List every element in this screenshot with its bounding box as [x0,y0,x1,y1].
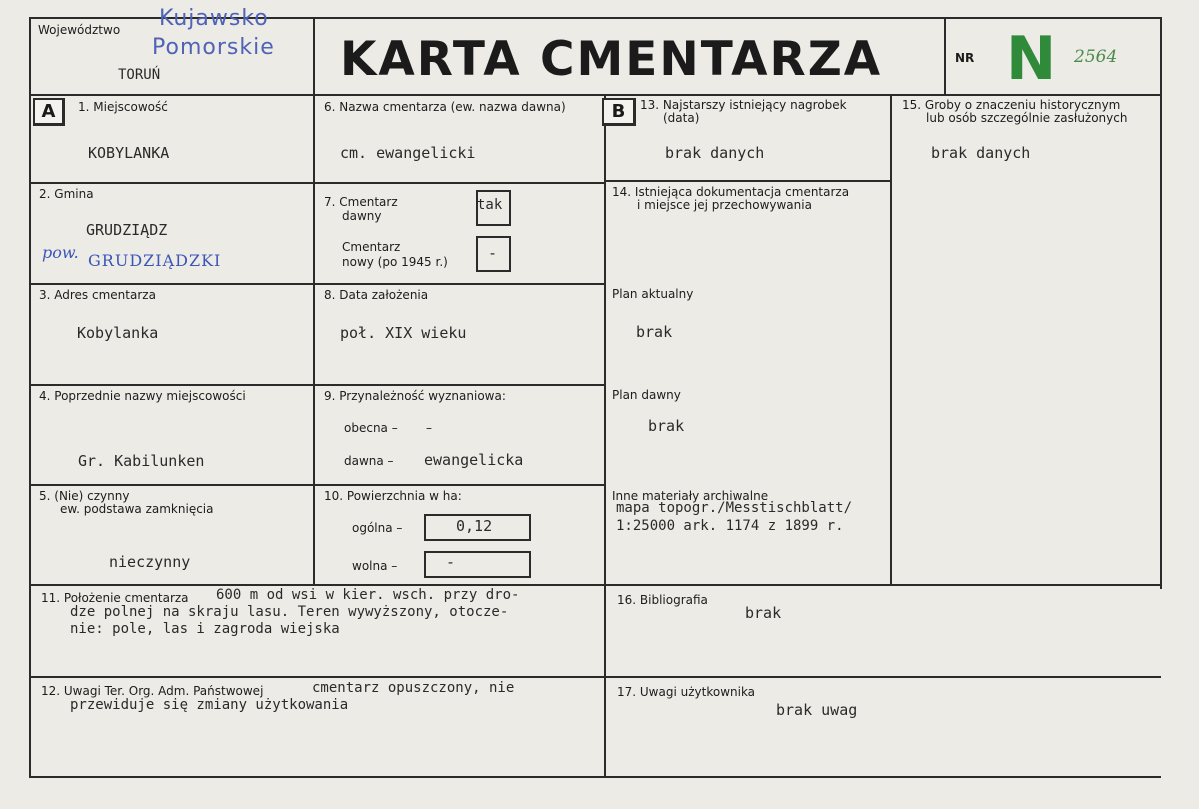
f3-label: 3. Adres cmentarza [39,288,156,302]
f10-ogolna-label: ogólna – [352,521,403,535]
f10-wolna-label: wolna – [352,559,398,573]
nr-letter: N [1006,24,1057,94]
row-line-3 [29,384,606,386]
f11-value-3: nie: pole, las i zagroda wiejska [70,621,340,637]
frame-right [1160,17,1162,589]
nr-number: 2564 [1074,47,1118,67]
f13-label-1: 13. Najstarszy istniejący nagrobek [640,98,847,112]
plan-dawny-label: Plan dawny [612,388,681,402]
f16-label: 16. Bibliografia [617,593,708,607]
row-line-2 [29,283,606,285]
f11-label: 11. Położenie cmentarza [41,591,189,605]
f13-label-2: (data) [663,111,700,125]
f15-label-1: 15. Groby o znaczeniu historycznym [902,98,1121,112]
f2-pow-value: GRUDZIĄDZKI [88,251,222,270]
f14-label-1: 14. Istniejąca dokumentacja cmentarza [612,185,850,199]
f14-label-2: i miejsce jej przechowywania [637,198,812,212]
f7-label: 7. Cmentarz [324,195,398,209]
row-line-6 [29,676,1161,678]
row-line-4 [29,484,606,486]
f17-label: 17. Uwagi użytkownika [617,685,756,699]
f1-label: 1. Miejscowość [78,100,168,114]
frame-bottom [29,776,1161,778]
f5-label-1: 5. (Nie) czynny [39,489,130,503]
section-a-box: A [33,98,65,126]
f11-value-2: dze polnej na skraju lasu. Teren wywyższony, otocze- [70,604,509,620]
plan-aktualny-label: Plan aktualny [612,287,694,301]
f16-value: brak [745,604,782,622]
f8-label: 8. Data założenia [324,288,429,302]
f13-value: brak danych [665,144,765,162]
frame-left [29,17,31,777]
f7-dawny-value: tak [477,197,503,213]
f7-nowy-label-2: nowy (po 1945 r.) [342,255,448,269]
f12-label: 12. Uwagi Ter. Org. Adm. Państwowej [41,684,264,698]
col-divider-1 [313,94,315,584]
f7-nowy-label-1: Cmentarz [342,240,401,254]
page-title: KARTA CMENTARZA [340,32,883,87]
f5-value: nieczynny [109,553,191,571]
f11-value-1: 600 m od wsi w kier. wsch. przy dro- [216,587,520,603]
nr-label: NR [955,51,975,65]
f10-wolna-box [424,551,531,578]
row-line-b [604,180,892,182]
stamp-line-1: Kujawsko [159,6,269,31]
f8-value: poł. XIX wieku [340,324,467,342]
f9-obecna-label: obecna – [344,421,398,435]
f6-label: 6. Nazwa cmentarza (ew. nazwa dawna) [324,100,566,114]
f4-value: Gr. Kabilunken [78,452,205,470]
inne-label: Inne materiały archiwalne [612,489,769,503]
f2-pow-label: pow. [42,243,79,262]
f12-value-2: przewiduje się zmiany użytkowania [70,697,349,713]
f7-dawny-label: dawny [342,209,382,223]
plan-aktualny-value: brak [636,323,673,341]
f2-label: 2. Gmina [39,187,94,201]
row-line-1 [29,182,606,184]
f9-label: 9. Przynależność wyznaniowa: [324,389,506,403]
plan-dawny-value: brak [648,417,685,435]
f2-value: GRUDZIĄDZ [86,221,168,239]
f10-label: 10. Powierzchnia w ha: [324,489,462,503]
f9-dawna-label: dawna – [344,454,394,468]
col-divider-3 [890,94,892,584]
stamp-line-2: Pomorskie [152,35,275,60]
f15-label-2: lub osób szczególnie zasłużonych [926,111,1128,125]
inne-value-1: mapa topogr./Messtischblatt/ [616,500,853,516]
header-bottom-line [29,94,1161,96]
f5-label-2: ew. podstawa zamknięcia [60,502,214,516]
f15-value: brak danych [931,144,1031,162]
f1-value: KOBYLANKA [88,144,170,162]
f12-value-1: cmentarz opuszczony, nie [312,680,515,696]
section-b-box: B [602,98,636,126]
f10-ogolna-value: 0,12 [456,517,493,535]
f10-wolna-value: - [446,553,456,571]
f4-label: 4. Poprzednie nazwy miejscowości [39,389,246,403]
f6-value: cm. ewangelicki [340,144,476,162]
wojewodztwo-label: Województwo [38,23,121,37]
f7-nowy-value: - [488,244,498,262]
inne-value-2: 1:25000 ark. 1174 z 1899 r. [616,518,844,534]
f3-value: Kobylanka [77,324,159,342]
f9-obecna-value: – [426,421,432,435]
header-divider-left [313,17,315,95]
row-line-5 [29,584,1161,586]
wojewodztwo-value: TORUŃ [118,67,161,83]
f17-value: brak uwag [776,701,858,719]
f9-dawna-value: ewangelicka [424,451,524,469]
header-divider-nr [944,17,946,95]
